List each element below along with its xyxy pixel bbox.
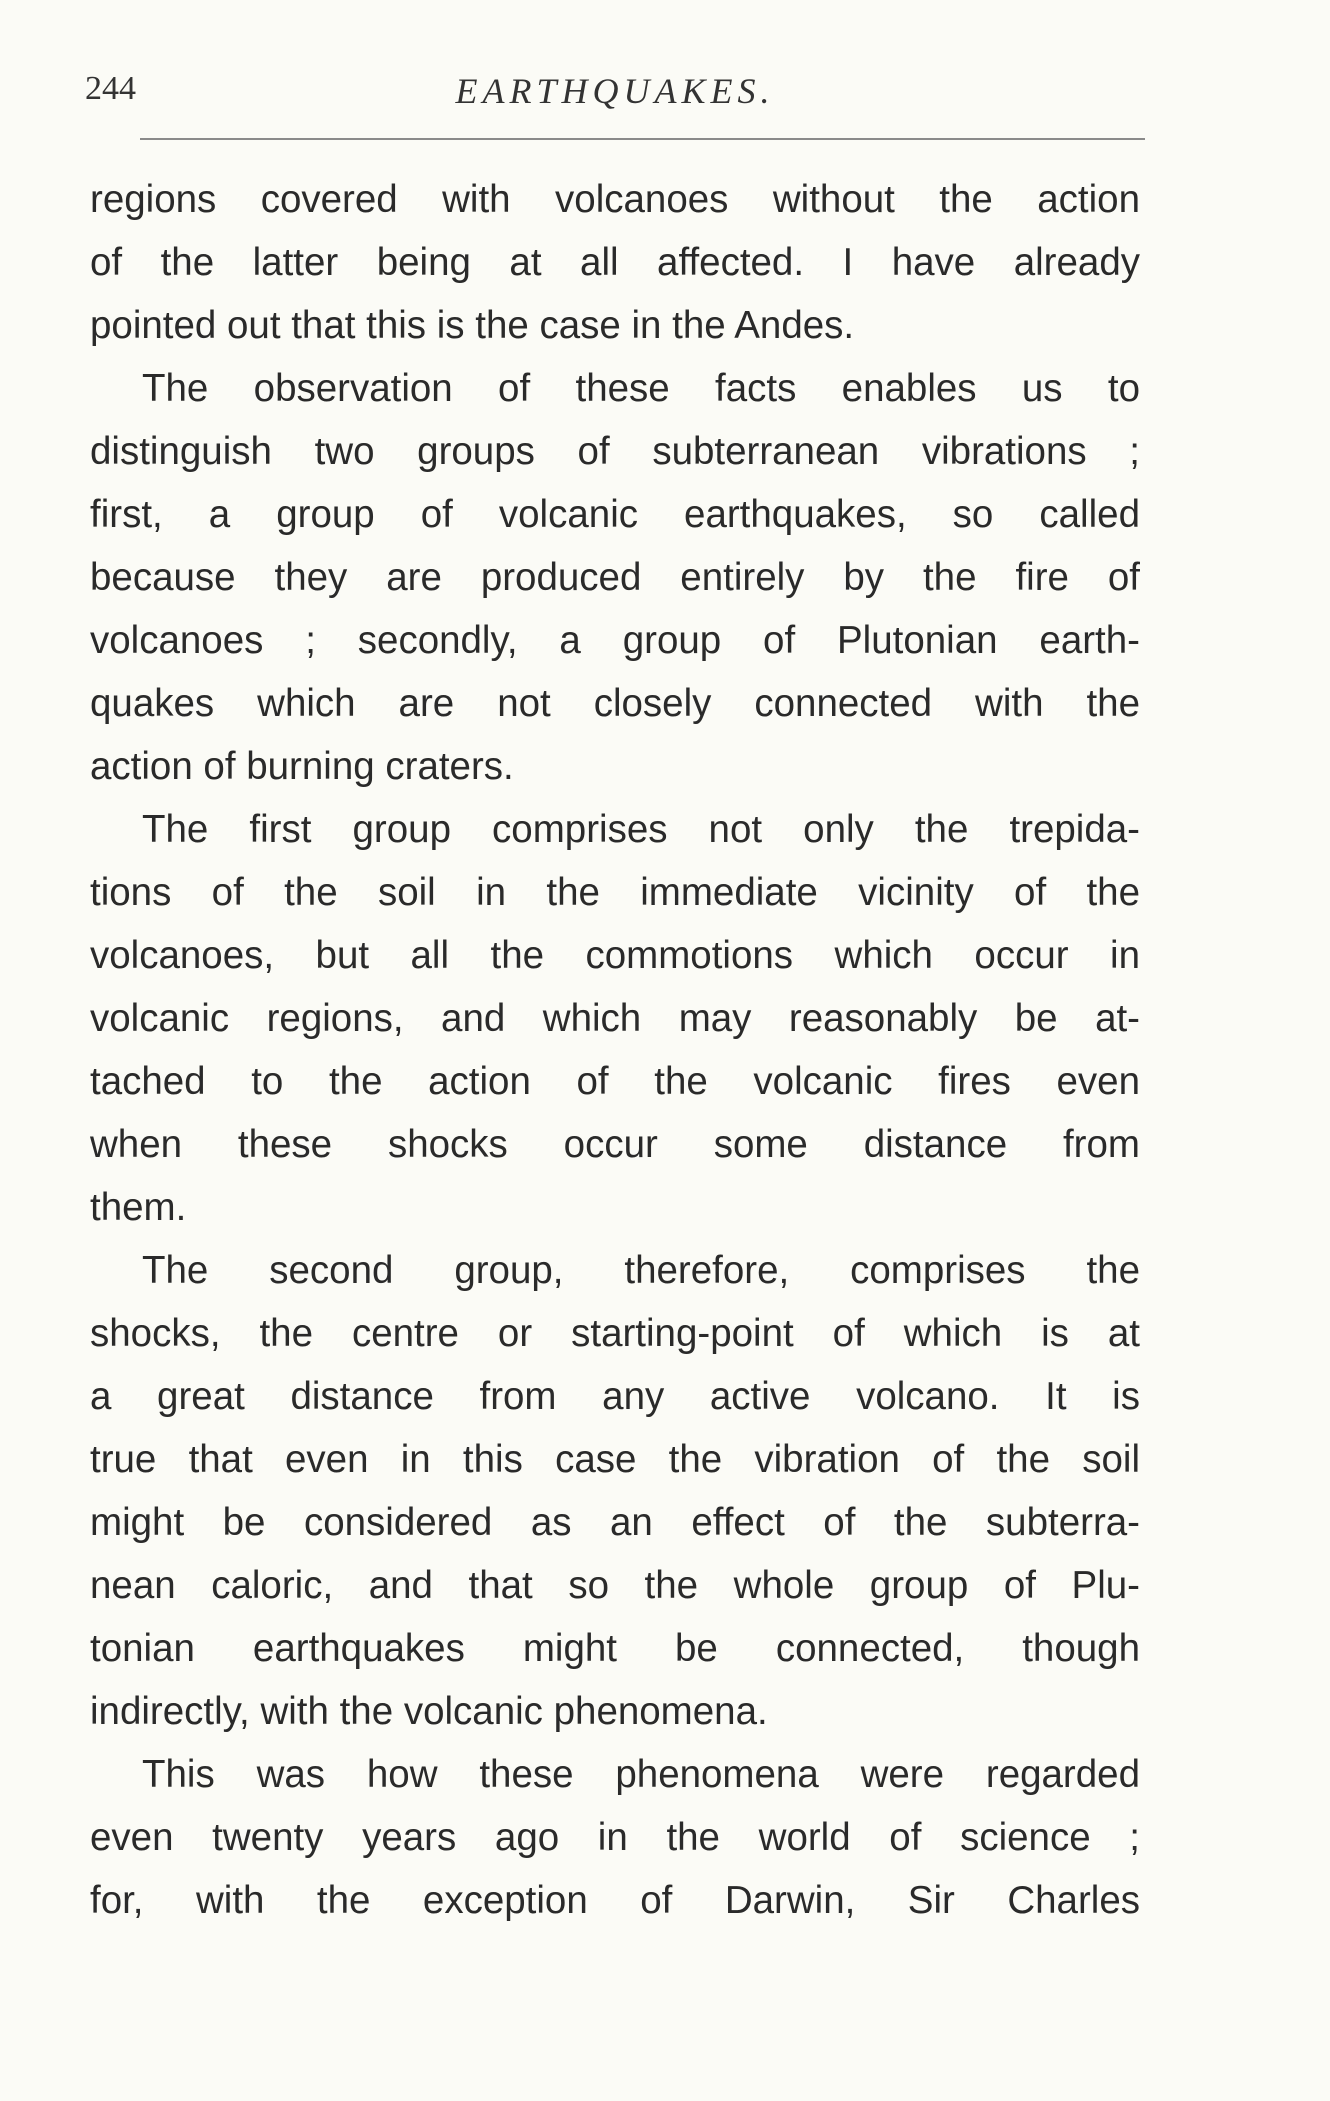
text-line: nean caloric, and that so the whole group of Plu- [90, 1564, 1140, 1607]
page-number: 244 [85, 70, 136, 107]
text-line: volcanic regions, and which may reasonably be at- [90, 997, 1140, 1040]
text-line: quakes which are not closely connected with the [90, 682, 1140, 725]
text-line: This was how these phenomena were regarded [142, 1753, 1140, 1796]
text-line: indirectly, with the volcanic phenomena. [90, 1690, 768, 1733]
text-line: The observation of these facts enables us to [142, 367, 1140, 410]
text-line: pointed out that this is the case in the Andes. [90, 304, 855, 347]
text-line: them. [90, 1186, 187, 1229]
text-line: might be considered as an effect of the subterra- [90, 1501, 1140, 1544]
running-title: EARTHQUAKES. [455, 71, 775, 111]
header-rule [140, 138, 1145, 140]
text-line: volcanoes ; secondly, a group of Plutonian earth- [90, 619, 1140, 662]
text-line: when these shocks occur some distance from [90, 1123, 1140, 1166]
text-line: a great distance from any active volcano. It is [90, 1375, 1140, 1418]
text-line: The second group, therefore, comprises the [142, 1249, 1140, 1292]
body-text [90, 168, 1140, 1932]
text-line: tached to the action of the volcanic fires even [90, 1060, 1140, 1103]
text-line: shocks, the centre or starting-point of which is at [90, 1312, 1140, 1355]
text-line: regions covered with volcanoes without the action [90, 178, 1140, 221]
text-line: for, with the exception of Darwin, Sir Charles [90, 1879, 1140, 1922]
text-line: even twenty years ago in the world of science ; [90, 1816, 1140, 1859]
text-line: first, a group of volcanic earthquakes, so called [90, 493, 1140, 536]
page-header [85, 70, 1145, 130]
text-line: of the latter being at all affected. I have already [90, 241, 1140, 284]
text-line: distinguish two groups of subterranean vibrations ; [90, 430, 1140, 473]
text-line: The first group comprises not only the trepida- [142, 808, 1140, 851]
text-line: action of burning craters. [90, 745, 514, 788]
text-line: tions of the soil in the immediate vicinity of the [90, 871, 1140, 914]
text-line: tonian earthquakes might be connected, though [90, 1627, 1140, 1670]
text-line: because they are produced entirely by the fire of [90, 556, 1140, 599]
text-line: volcanoes, but all the commotions which occur in [90, 934, 1140, 977]
text-line: true that even in this case the vibration of the soil [90, 1438, 1140, 1481]
